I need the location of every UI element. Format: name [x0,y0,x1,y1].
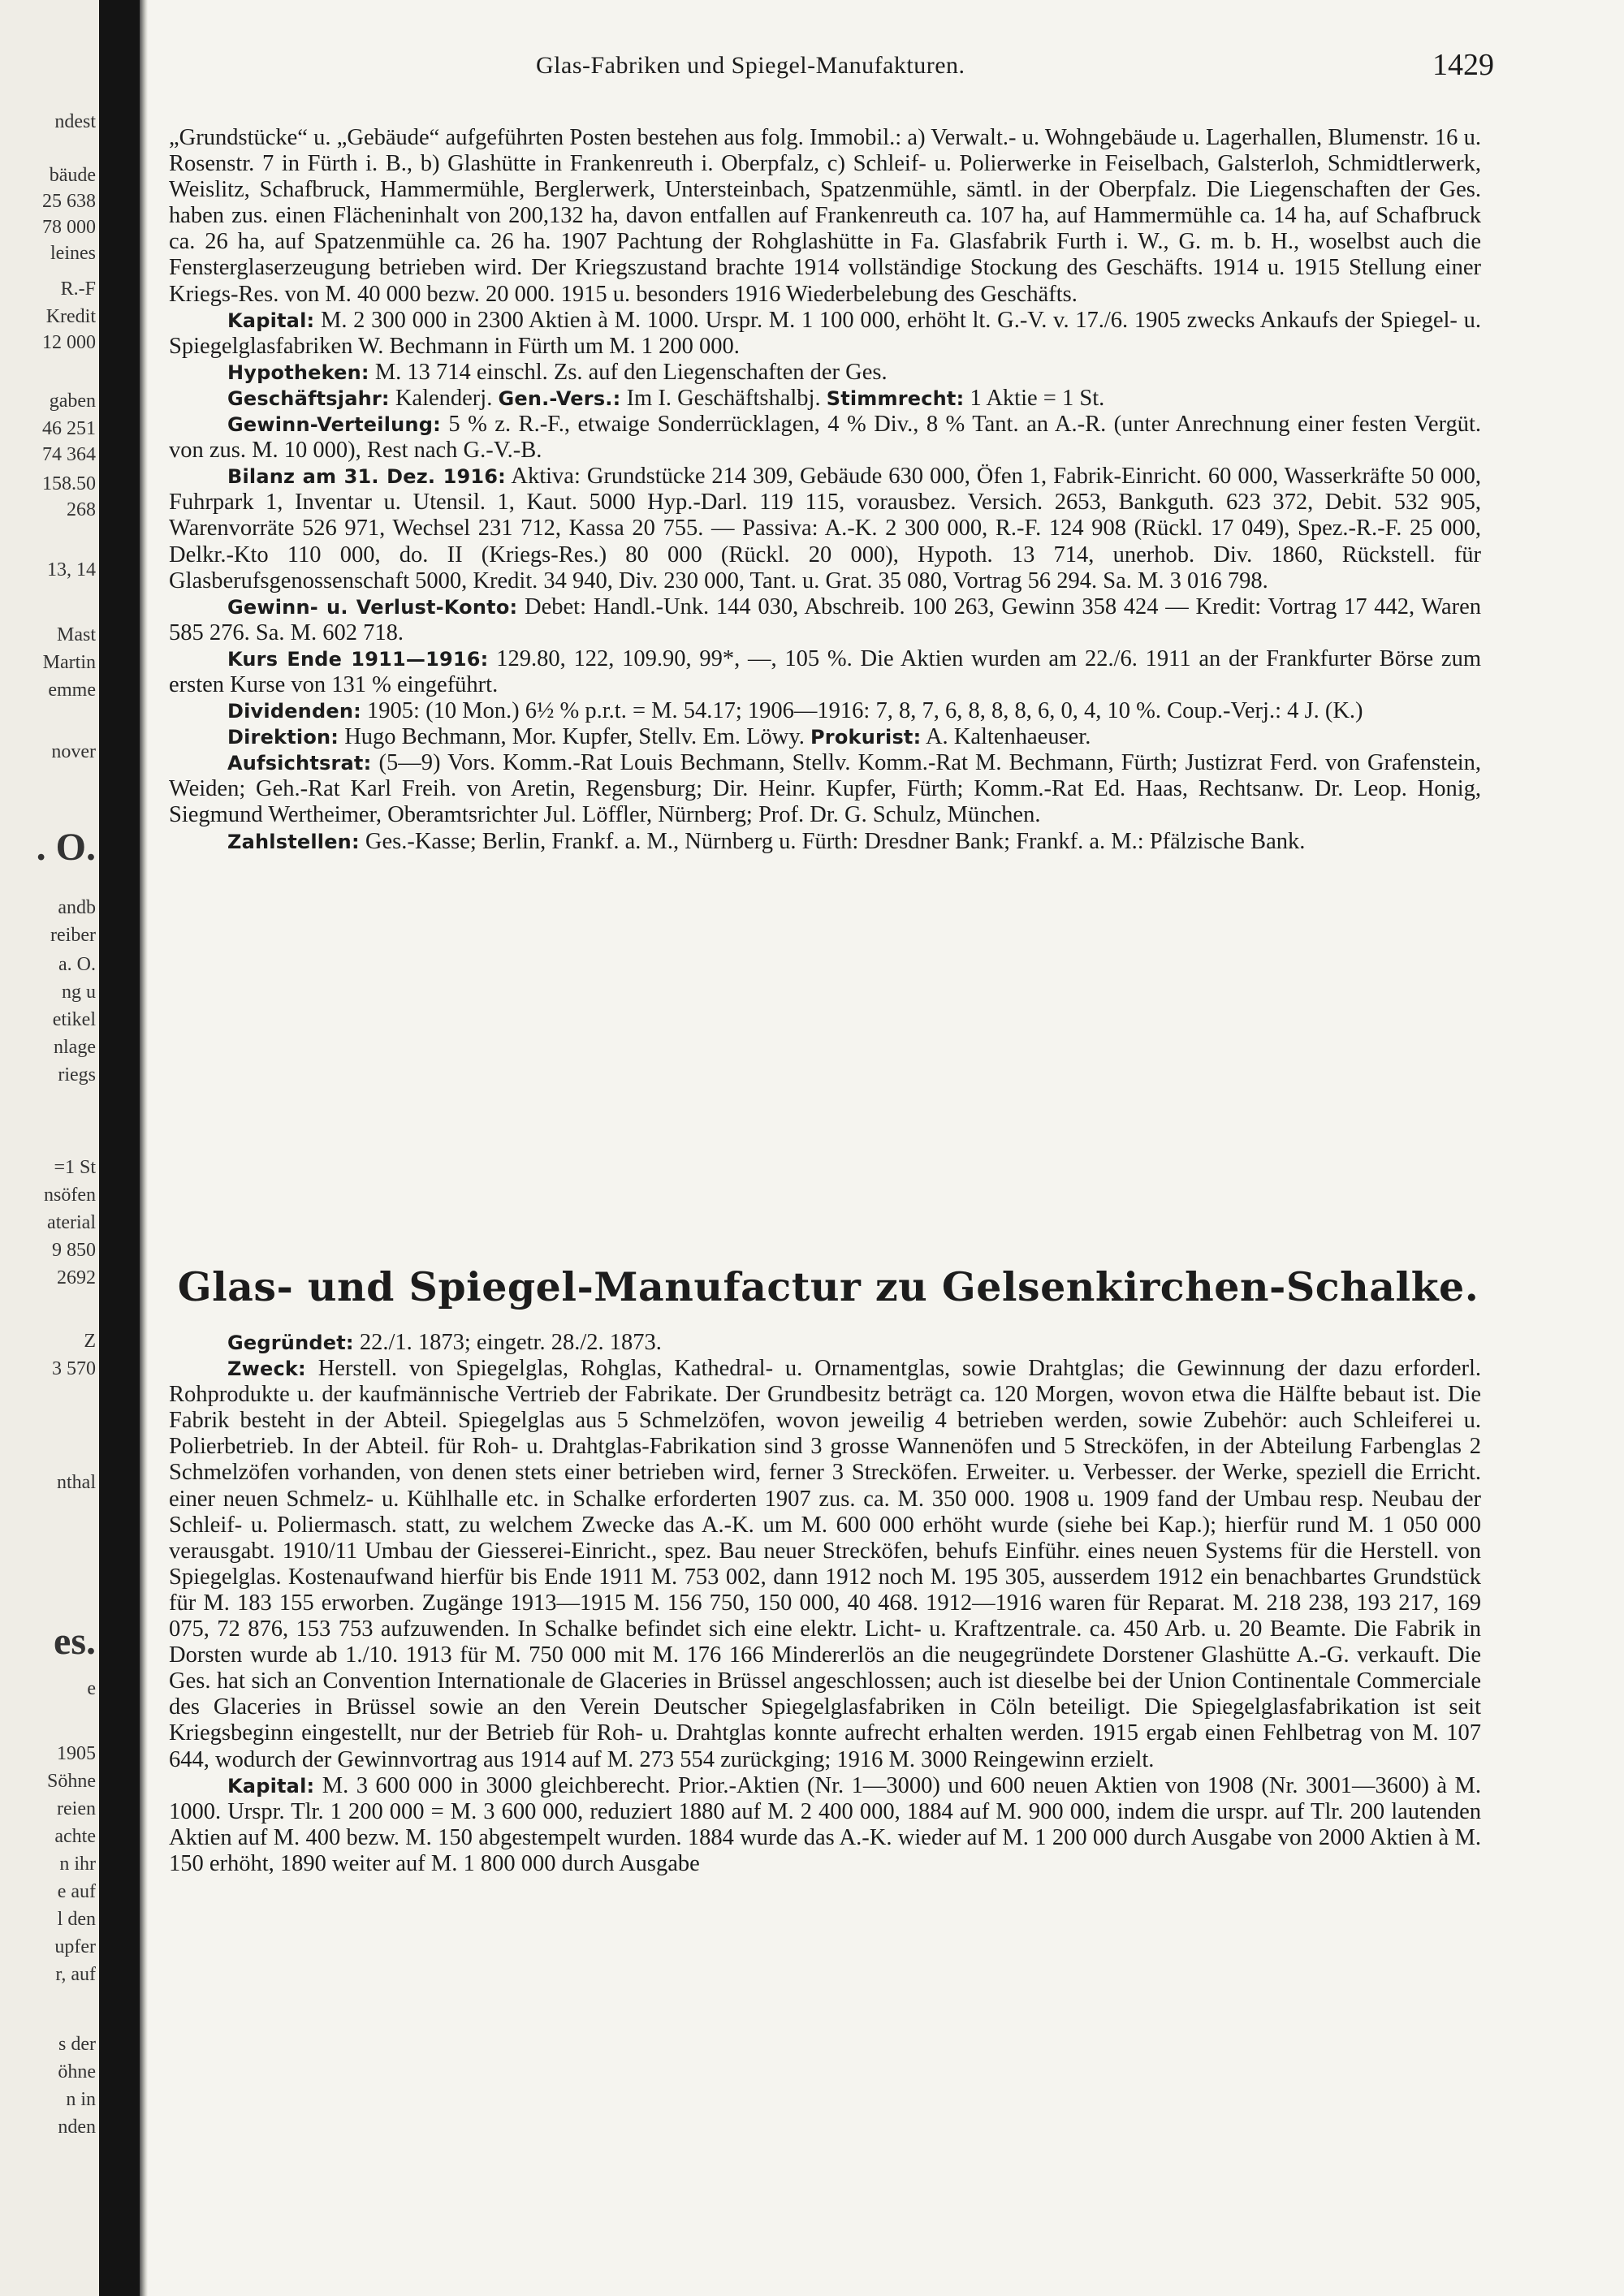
margin-fragment: 74 364 [42,444,96,465]
label-kapital-2: Kapital: [227,1774,315,1798]
margin-fragment: 9 850 [52,1240,96,1261]
margin-fragment: 3 570 [52,1358,96,1379]
margin-fragment: 12 000 [42,332,96,353]
paragraph-direktion [169,724,1481,750]
margin-fragment: Söhne [47,1771,96,1792]
margin-fragment: nthal [57,1472,96,1493]
text-gegruendet: 22./1. 1873; eingetr. 28./2. 1873. [359,1330,662,1355]
running-title: Glas-Fabriken und Spiegel-Manufakturen. [536,52,965,79]
margin-fragment: 13, 14 [47,559,96,580]
margin-fragment: gaben [49,391,96,412]
paragraph-aufsichtsrat [169,750,1481,828]
margin-fragment: reiber [50,925,96,946]
paragraph-dividenden [169,698,1481,724]
label-hypotheken: Hypotheken: [227,360,369,384]
text-gen-vers: Im I. Geschäftshalbj. [626,385,821,411]
margin-fragment: nden [58,2117,96,2138]
text-zweck: Herstell. von Spiegelglas, Rohglas, Kathedral- u. Ornamentglas, sowie Drahtglas; die Gewinnung der dazu erforderl. Rohprodukte u. der kaufmännische Vertrieb der Fabrikate. Der Grundbesitz beträgt ca. 120 Morgen, wovon etwa die Hälfte bebaut ist. Die Fabrik besteht in der Abteil. Spiegelglas aus 5 Schmelzöfen, wovon jeweilig 4 betrieben werden, sowie Zubehör: auch Schleiferei u. Polierbetrieb. In der Abteil. für Roh- u. Drahtglas-Fabrikation sind 3 grosse Wannenöfen und 5 Strecköfen, in der Abteilung Farbenglas 2 Schmelzöfen vorhanden, von denen stets einer betrieben wird, ferner 3 Strecköfen. Erweiter. u. Verbesser. der Werke, speziell die Erricht. einer neuen Schmelz- u. Kühlhalle etc. in Schalke erforderten 1907 zus. ca. M. 350 000. 1908 u. 1909 fand der Umbau resp. Neubau der Schleif- u. Poliermasch. statt, zu welchem Zwecke das A.-K. um M. 600 000 erhöht wurde (siehe bei Kap.); hierfür rund M. 1 050 000 verausgabt. 1910/11 Umbau der Giesserei-Einricht., spez. Bau neuer Strecköfen, behufs Einführ. eines neuen Systems für die Herstell. von Spiegelglas. Kostenaufwand hierfür bis Ende 1911 M. 753 002, dann 1912 noch M. 195 305, ausserdem 1912 ein benachbartes Grundstück für M. 183 155 erworben. Zugänge 1913—1915 M. 156 750, 150 000, 40 468. 1912—1916 waren für Reparat. M. 218 238, 193 217, 169 075, 72 876, 153 753 aufzuwenden. In Schalke befindet sich eine elektr. Licht- u. Kraftzentrale. ca. 450 Arb. u. 20 Beamte. Die Fabrik in Dorsten wurde ab 1./10. 1913 für M. 750 000 mit M. 176 166 Mindererlös an die neugegründete Dorstener Glashütte A.-G. verkauft. Die Ges. hat sich an Convention Internationale de Glaceries in Brüssel angeschlossen; auch ist dieselbe bei der Union Continentale Commerciale des Glaceries in Brüssel sowie an den Verein Deutscher Spiegelglasfabriken in Cöln beteiligt. Die Spiegelglasfabrikation ist seit Kriegsbeginn eingestellt, nur der Betrieb für Roh- u. Drahtglas konnte aufrecht erhalten werden. 1915 ergab einen Fehlbetrag von M. 107 644, wodurch der Gewinnvortrag aus 1914 auf M. 273 554 zurückging; 1916 M. 3000 Reingewinn erzielt. [169,1356,1482,1772]
paragraph-kapital-2 [169,1773,1481,1877]
margin-fragment: Z [84,1331,96,1352]
margin-fragment: bäude [49,165,96,186]
margin-fragment: ndest [54,111,96,132]
margin-fragment: r, auf [55,1964,96,1985]
margin-fragment: etikel [52,1009,96,1030]
text-hypotheken: M. 13 714 einschl. Zs. auf den Liegenschaften der Ges. [374,359,888,385]
label-geschaeftsjahr: Geschäftsjahr: [227,386,390,410]
paragraph-bilanz [169,464,1481,593]
text-kapital-2: M. 3 600 000 in 3000 gleichberecht. Prior.-Aktien (Nr. 1—3000) und 600 neuen Aktien von 1908 (Nr. 3001—3600) à M. 1000. Urspr. Tlr. 1 200 000 = M. 3 600 000, reduziert 1880 auf M. 2 400 000, 1884 auf M. 900 000, indem die urspr. auf Tlr. 200 lautenden Aktien auf M. 400 bezw. M. 150 abgestempelt wurden. 1884 wurde das A.-K. wieder auf M. 1 200 000 durch Ausgabe von 2000 Aktien à M. 150 erhöht, 1890 weiter auf M. 1 800 000 durch Ausgabe [169,1772,1481,1876]
label-gewinn-verteilung: Gewinn-Verteilung: [227,413,441,437]
margin-fragment: a. O. [58,954,96,975]
label-gen-vers: Gen.-Vers.: [498,386,621,410]
text-bilanz: Aktiva: Grundstücke 214 309, Gebäude 630 000, Öfen 1, Fabrik-Einricht. 60 000, Wasserkräfte 50 000, Fuhrpark 1, Inventar u. Utensil. 1, Kaut. 5000 Hyp.-Darl. 119 115, vorausbez. Versich. 2653, Bankguth. 623 372, Debit. 532 905, Warenvorräte 526 971, Wechsel 231 712, Kassa 20 755. — Passiva: A.-K. 2 300 000, R.-F. 124 908 (Rückl. 17 049), Spez.-R.-F. 25 000, Delkr.-Kto 110 000, do. II (Kriegs-Res.) 80 000 (Rückl. 20 000), Hypoth. 13 714, unerhob. Div. 1860, Rückstell. für Glasberufsgenossenschaft 5000, Kredit. 34 940, Div. 230 000, Tant. u. Grat. 35 080, Vortrag 56 294. Sa. M. 3 016 798. [169,464,1481,593]
margin-fragment: leines [50,243,96,264]
margin-fragment: 2692 [57,1267,96,1288]
paragraph-kapital [169,308,1481,360]
label-dividenden: Dividenden: [227,700,361,723]
margin-fragment: andb [58,897,96,918]
label-aufsichtsrat: Aufsichtsrat: [227,752,372,775]
margin-fragment: . O. [36,826,96,869]
margin-fragment: nsöfen [44,1185,96,1206]
text-stimmrecht: 1 Aktie = 1 St. [970,385,1105,411]
margin-fragment: 25 638 [42,191,96,212]
label-bilanz: Bilanz am 31. Dez. 1916: [227,465,506,489]
label-prokurist: Prokurist: [810,726,922,749]
margin-fragment: aterial [47,1212,96,1233]
margin-fragment: e auf [57,1881,96,1902]
text-gewinn-verteilung: 5 % z. R.-F., etwaige Sonderrücklagen, 4 % Div., 8 % Tant. an A.-R. (unter Anrechnung einer festen Vergüt. von zus. M. 10 000), Rest nach G.-V.-B. [169,412,1482,464]
label-kurs: Kurs Ende 1911—1916: [227,647,489,671]
text-zahlstellen: Ges.-Kasse; Berlin, Frankf. a. M., Nürnberg u. Fürth: Dresdner Bank; Frankf. a. M.: Pfälzische Bank. [365,828,1306,854]
margin-fragment: 46 251 [42,418,96,439]
text-kapital: M. 2 300 000 in 2300 Aktien à M. 1000. Urspr. M. 1 100 000, erhöht lt. G.-V. v. 17./6. 1905 zwecks Ankaufs der Spiegel- u. Spiegelglasfabriken W. Bechmann in Fürth um M. 1 200 000. [169,307,1481,359]
text-geschaeftsjahr: Kalenderj. [395,385,493,411]
section-gelsenkirchen-schalke [169,1330,1481,1877]
margin-fragment: emme [48,680,96,701]
margin-fragment: achte [54,1826,96,1847]
paragraph-hypotheken [169,360,1481,386]
paragraph-gegruendet [169,1330,1481,1356]
text-gewinn-verlust: Debet: Handl.-Unk. 144 030, Abschreib. 100 263, Gewinn 358 424 — Kredit: Vortrag 17 442, Waren 585 276. Sa. M. 602 718. [169,593,1481,645]
label-gegruendet: Gegründet: [227,1331,354,1354]
paragraph-zahlstellen [169,829,1481,855]
section-glasfabrik-fuerth [169,125,1481,855]
company-title: Glas- und Spiegel-Manufactur zu Gelsenkirchen-Schalke. [177,1263,1479,1310]
margin-fragment: nover [51,741,96,762]
label-direktion: Direktion: [227,726,339,749]
margin-fragment: s der [58,2034,96,2055]
paragraph-kurs [169,646,1481,698]
label-gewinn-verlust: Gewinn- u. Verlust-Konto: [227,595,518,619]
book-binding-gutter [99,0,140,2296]
margin-fragment: n ihr [59,1854,96,1875]
margin-fragment: öhne [58,2061,96,2082]
margin-fragment: 1905 [57,1743,96,1764]
margin-fragment: nlage [54,1037,96,1058]
margin-fragment: e [87,1678,96,1699]
margin-fragment: n in [66,2089,96,2110]
text-kurs: 129.80, 122, 109.90, 99*, —, 105 %. Die Aktien wurden am 22./6. 1911 an der Frankfurter Börse zum ersten Kurse von 131 % eingeführt. [169,645,1481,697]
page-header [162,48,1494,84]
margin-fragment: ng u [62,982,96,1003]
binding-shadow [140,0,148,2296]
margin-fragment: es. [54,1620,96,1663]
margin-fragment: Kredit [45,306,96,327]
label-stimmrecht: Stimmrecht: [826,386,965,410]
margin-fragment: l den [57,1909,96,1930]
page-number: 1429 [1432,48,1494,82]
margin-fragment: 158.50 [42,473,96,494]
text-aufsichtsrat: (5—9) Vors. Komm.-Rat Louis Bechmann, Stellv. Komm.-Rat M. Bechmann, Fürth; Justizrat Ferd. von Grafenstein, Weiden; Geh.-Rat Karl Freih. von Aretin, Regensburg; Dir. Heinr. Kupfer, Fürth; Komm.-Rat Ed. Haas, Rechtsanw. Dr. Leop. Honig, Siegmund Wertheimer, Oberamtsrichter Jul. Löffler, Nürnberg; Prof. Dr. G. Schulz, München. [169,750,1482,828]
margin-fragment: Mast [57,624,96,645]
margin-fragment: riegs [58,1064,96,1085]
margin-fragment: =1 St [54,1157,96,1178]
margin-fragment: R.-F [60,278,96,300]
label-zweck: Zweck: [227,1357,306,1381]
label-zahlstellen: Zahlstellen: [227,830,360,853]
label-kapital: Kapital: [227,309,315,332]
paragraph-gewinn-verteilung [169,412,1481,464]
text-direktion: Hugo Bechmann, Mor. Kupfer, Stellv. Em. Löwy. [344,724,805,750]
paragraph-zweck [169,1356,1481,1773]
paragraph-immobilien: „Grundstücke“ u. „Gebäude“ aufgeführten Posten bestehen aus folg. Immobil.: a) Verwalt.- u. Wohngebäude u. Lagerhallen, Blumenstr. 16 u. Rosenstr. 7 in Fürth i. B., b) Glashütte in Frankenreuth i. Oberpfalz, c) Schleif- u. Polierwerke in Feiselbach, Galsterloh, Schmidtlerwerk, Weislitz, Schafbruck, Hammermühle, Berglerwerk, Untersteinbach, Spatzenmühle, sämtl. in der Oberpfalz. Die Liegenschaften der Ges. haben zus. einen Flächeninhalt von 200,132 ha, davon entfallen auf Frankenreuth ca. 107 ha, auf Hammermühle ca. 14 ha, auf Schafbruck ca. 26 ha, auf Spatzenmühle ca. 26 ha. 1907 Pachtung der Rohglashütte in Fa. Glasfabrik Furth i. W., G. m. b. H., woselbst auch die Fensterglaserzeugung betrieben wird. Der Kriegszustand brachte 1914 vollständige Stockung des Geschäfts. 1914 u. 1915 Stellung einer Kriegs-Res. von M. 40 000 bezw. 20 000. 1915 u. besonders 1916 Wiederbelebung des Geschäfts. [169,125,1481,307]
margin-fragment: upfer [54,1936,96,1957]
margin-fragment: 78 000 [42,217,96,238]
adjacent-page-margin [0,0,99,2296]
margin-fragment: 268 [67,499,96,520]
margin-fragment: Martin [42,652,96,673]
paragraph-gewinn-verlust [169,594,1481,646]
paragraph-geschaeftsjahr [169,386,1481,412]
text-dividenden: 1905: (10 Mon.) 6½ % p.r.t. = M. 54.17; 1906—1916: 7, 8, 7, 6, 8, 8, 8, 6, 0, 4, 10 %. Coup.-Verj.: 4 J. (K.) [367,698,1363,724]
margin-fragment: reien [57,1798,96,1819]
text-prokurist: A. Kaltenhaeuser. [925,724,1091,750]
